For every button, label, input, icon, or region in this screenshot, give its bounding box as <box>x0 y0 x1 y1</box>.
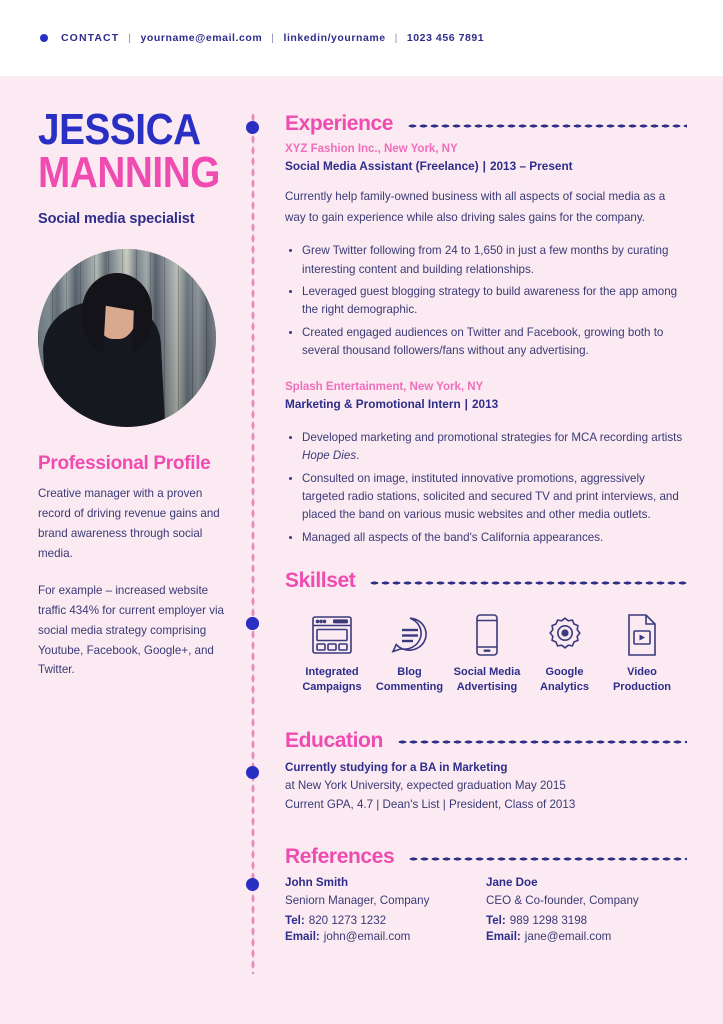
references-list <box>285 876 687 943</box>
gear-icon <box>528 613 602 657</box>
avatar <box>38 249 216 427</box>
job-title-separator: | <box>464 397 468 412</box>
job-company: Splash Entertainment, New York, NY <box>285 380 484 394</box>
skill-label-line2: Campaigns <box>302 680 362 693</box>
reference-tel-label: Tel: <box>285 913 305 927</box>
dotted-rule-education <box>397 740 687 744</box>
reference-role: Seniorn Manager, Company <box>285 894 430 908</box>
skill-label-line1: Google <box>545 666 584 678</box>
reference-item-1 <box>285 876 486 943</box>
reference-item-2 <box>486 876 687 943</box>
contact-separator-3: | <box>394 32 398 44</box>
skill-label <box>295 665 369 695</box>
contact-separator-1: | <box>128 32 132 44</box>
skill-label <box>450 665 524 695</box>
professional-profile-paragraph-1: Creative manager with a proven record of driving revenue gains and brand awareness through social media. <box>38 486 220 560</box>
section-header-references <box>285 845 687 869</box>
skill-item-video-production <box>605 613 679 695</box>
skill-label-line1: Integrated <box>305 666 359 678</box>
job-title: Social Media Assistant (Freelance) <box>285 159 479 173</box>
skill-label-line2: Advertising <box>456 680 518 693</box>
contact-bar <box>0 0 723 76</box>
professional-profile-paragraph-2: For example – increased website traffic 434% for current employer via social media strategy comprising Youtube, Facebook, Google+, and Twitter. <box>38 583 225 677</box>
left-column <box>38 105 238 680</box>
skillset-grid <box>285 613 687 695</box>
timeline-marker-references <box>246 878 259 891</box>
education-line-3: Current GPA, 4.7 | Dean's List | President, Class of 2013 <box>285 798 576 812</box>
dotted-rule-experience <box>407 124 687 128</box>
job-bullet-list <box>285 429 687 547</box>
skill-label-line1: Video <box>627 666 657 678</box>
reference-tel-value: 989 1298 3198 <box>509 913 588 927</box>
list-item: • Consulted on image, instituted innovative promotions, aggressively targeted radio stations, solicited and secured TV and print interviews, and placed the band on various music websites and other media outlets. <box>302 470 687 525</box>
job-title-separator: | <box>482 159 486 173</box>
contact-bar-inner <box>0 32 484 44</box>
reference-tel-row <box>486 914 687 927</box>
section-header-education <box>285 729 687 753</box>
skill-label-line2: Commenting <box>375 680 444 693</box>
education-line-2: at New York University, expected graduation May 2015 <box>285 779 566 793</box>
list-item: • Leveraged guest blogging strategy to build awareness for the app among the right demographic. <box>302 283 687 320</box>
list-item: • Developed marketing and promotional strategies for MCA recording artists Hope Dies. <box>302 429 687 466</box>
section-title-references: References <box>285 845 395 869</box>
job-role-subtitle: Social media specialist <box>38 210 195 227</box>
skill-label-line2: Analytics <box>540 680 589 693</box>
timeline-marker-skillset <box>246 617 259 630</box>
contact-label: CONTACT <box>61 32 120 44</box>
skill-label <box>605 665 679 695</box>
list-item: • Grew Twitter following from 24 to 1,650 in just a few months by curating interesting content and building relationships. <box>302 242 687 279</box>
skill-item-social-media-advertising <box>450 613 524 695</box>
blue-dot-icon <box>40 34 48 42</box>
job-title-row <box>285 397 687 411</box>
skill-label <box>528 665 602 695</box>
reference-name: Jane Doe <box>486 876 538 890</box>
job-bullet-list <box>285 242 687 360</box>
section-title-skillset: Skillset <box>285 569 356 592</box>
professional-profile-title: Professional Profile <box>38 452 211 474</box>
contact-email[interactable]: yourname@email.com <box>140 32 263 44</box>
skill-item-blog-commenting <box>373 613 447 695</box>
reference-tel-row <box>285 914 486 927</box>
skill-item-google-analytics <box>528 613 602 695</box>
job-title-row <box>285 159 687 173</box>
job-date: 2013 – Present <box>489 159 573 173</box>
contact-linkedin[interactable]: linkedin/yourname <box>283 32 386 44</box>
list-item: • Created engaged audiences on Twitter and Facebook, growing both to several thousand followers/fans without any advertising. <box>302 324 687 361</box>
section-header-experience <box>285 112 687 136</box>
name-first: JESSICA <box>38 105 201 154</box>
dotted-rule-skillset <box>369 581 687 585</box>
reference-email-label: Email: <box>285 929 320 943</box>
section-references <box>285 845 687 943</box>
reference-email-value[interactable]: john@email.com <box>323 929 411 943</box>
experience-job-1 <box>285 142 687 360</box>
experience-job-2 <box>285 380 687 547</box>
job-date: 2013 <box>471 397 499 412</box>
section-title-education: Education <box>285 728 383 752</box>
education-line-1: Currently studying for a BA in Marketing <box>285 760 508 774</box>
browser-window-icon <box>295 613 369 657</box>
reference-email-value[interactable]: jane@email.com <box>524 929 612 943</box>
contact-phone[interactable]: 1023 456 7891 <box>406 32 485 44</box>
job-description: Currently help family-owned business with all aspects of social media as a way to gain experience while also driving sales gains for the company. <box>285 190 666 224</box>
reference-role: CEO & Co-founder, Company <box>486 894 639 908</box>
skill-label-line1: Social Media <box>453 666 521 678</box>
section-header-skillset <box>285 569 687 593</box>
skill-label <box>373 665 447 695</box>
timeline-marker-education <box>246 766 259 779</box>
reference-email-row <box>486 930 687 943</box>
skill-item-integrated-campaigns <box>295 613 369 695</box>
reference-tel-label: Tel: <box>486 913 506 927</box>
reference-email-row <box>285 930 486 943</box>
reference-email-label: Email: <box>486 929 521 943</box>
smartphone-icon <box>450 613 524 657</box>
list-item: • Managed all aspects of the band's California appearances. <box>302 529 687 547</box>
section-skillset <box>285 569 687 695</box>
job-title: Marketing & Promotional Intern <box>285 397 461 412</box>
section-education <box>285 729 687 815</box>
education-body <box>285 759 687 815</box>
reference-name: John Smith <box>285 876 349 890</box>
timeline-marker-experience <box>246 121 259 134</box>
skill-label-line1: Blog <box>397 666 422 678</box>
right-column <box>285 112 687 943</box>
job-company: XYZ Fashion Inc., New York, NY <box>285 142 458 155</box>
section-title-experience: Experience <box>285 112 394 135</box>
timeline-dotted-line <box>251 112 255 974</box>
contact-separator-2: | <box>271 32 275 44</box>
reference-tel-value: 820 1273 1232 <box>308 913 387 927</box>
name-last: MANNING <box>38 148 220 198</box>
skill-label-line2: Production <box>612 680 672 693</box>
speech-bubble-icon <box>373 613 447 657</box>
dotted-rule-references <box>408 857 687 861</box>
video-document-icon <box>605 613 679 657</box>
